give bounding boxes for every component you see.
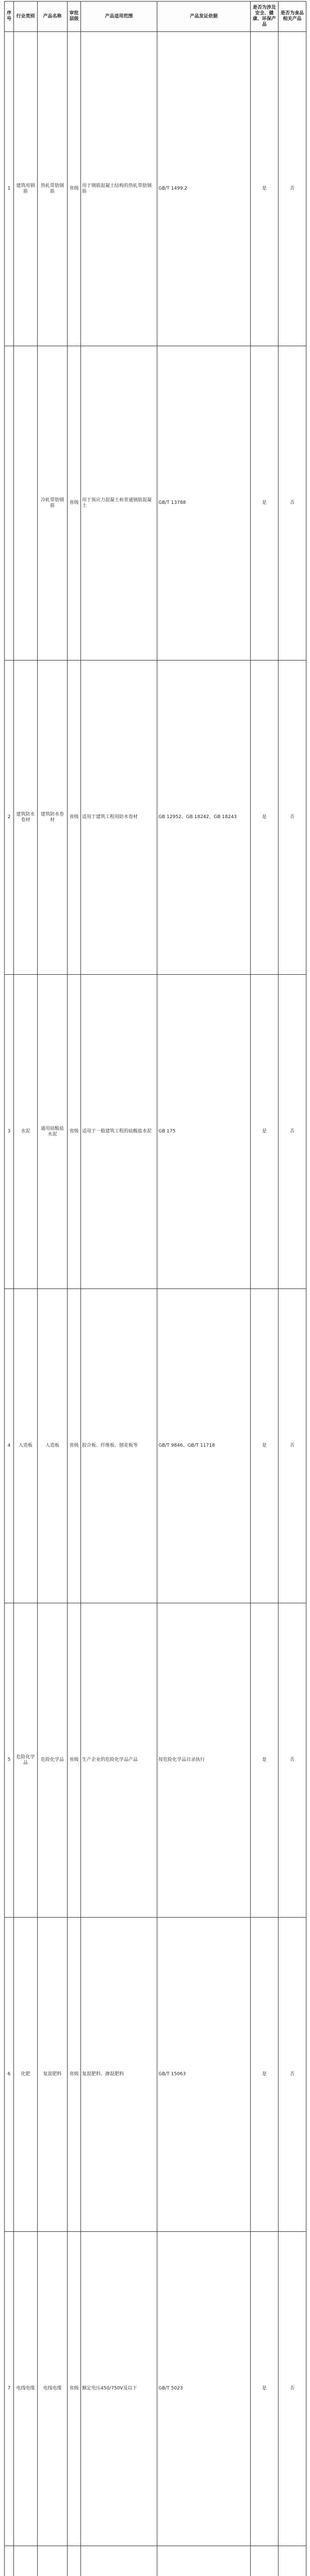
cell-scope: 用于钢筋混凝土结构的热轧带肋钢筋 xyxy=(81,32,157,346)
cell-safety: 是 xyxy=(251,346,279,660)
cell-safety xyxy=(251,2546,279,2576)
cell-product: 冷轧带肋钢筋 xyxy=(38,346,68,660)
cell-food: 否 xyxy=(279,32,306,346)
cell-food: 否 xyxy=(279,1289,306,1603)
cell-product: 电线电缆 xyxy=(38,2232,68,2546)
header-requirements: 产品发证依据 xyxy=(157,2,251,32)
document-table-wrapper xyxy=(4,1,306,2576)
cell-industry: 建筑防水卷材 xyxy=(14,660,38,975)
cell-food: 否 xyxy=(279,1918,306,2232)
header-level: 审批层级 xyxy=(68,2,81,32)
cell-industry: 化肥 xyxy=(14,1918,38,2232)
cell-industry: 建筑用钢筋 xyxy=(14,32,38,346)
cell-safety: 是 xyxy=(251,2232,279,2546)
cell-requirements: GB 175 xyxy=(157,975,251,1289)
header-no: 序号 xyxy=(5,2,14,32)
cell-requirements: GB/T 1499.2 xyxy=(157,32,251,346)
cell-level: 省级 xyxy=(68,346,81,660)
cell-level: 省级 xyxy=(68,32,81,346)
cell-safety: 是 xyxy=(251,1289,279,1603)
cell-no xyxy=(5,346,14,660)
cell-no: 4 xyxy=(5,1289,14,1603)
cell-product: 热轧带肋钢筋 xyxy=(38,32,68,346)
table-row xyxy=(5,2232,306,2546)
cell-industry xyxy=(14,346,38,660)
cell-industry: 电线电缆 xyxy=(14,2232,38,2546)
cell-requirements xyxy=(157,2546,251,2576)
table-row xyxy=(5,2546,306,2576)
cell-product: 人造板 xyxy=(38,1289,68,1603)
cell-industry xyxy=(14,2546,38,2576)
header-industry: 行业类别 xyxy=(14,2,38,32)
product-list-table xyxy=(4,1,306,2576)
cell-no: 1 xyxy=(5,32,14,346)
cell-scope: 额定电压450/750V及以下 xyxy=(81,2232,157,2546)
cell-requirements: GB/T 5023 xyxy=(157,2232,251,2546)
cell-safety: 是 xyxy=(251,660,279,975)
cell-scope xyxy=(81,2546,157,2576)
cell-level: 省级 xyxy=(68,1603,81,1918)
cell-food: 否 xyxy=(279,2232,306,2546)
cell-scope: 胶合板、纤维板、刨花板等 xyxy=(81,1289,157,1603)
header-product: 产品名称 xyxy=(38,2,68,32)
cell-requirements: GB/T 13788 xyxy=(157,346,251,660)
table-row xyxy=(5,1289,306,1603)
header-scope: 产品适用范围 xyxy=(81,2,157,32)
cell-level: 省级 xyxy=(68,2232,81,2546)
cell-level: 省级 xyxy=(68,975,81,1289)
cell-scope: 适用于建筑工程用防水卷材 xyxy=(81,660,157,975)
cell-food: 否 xyxy=(279,346,306,660)
cell-requirements: GB 12952、GB 18242、GB 18243 xyxy=(157,660,251,975)
cell-no: 6 xyxy=(5,1918,14,2232)
table-row xyxy=(5,1918,306,2232)
cell-scope: 复混肥料、掺混肥料 xyxy=(81,1918,157,2232)
cell-industry: 危险化学品 xyxy=(14,1603,38,1918)
cell-safety: 是 xyxy=(251,975,279,1289)
cell-food: 否 xyxy=(279,1603,306,1918)
cell-requirements: GB/T 15063 xyxy=(157,1918,251,2232)
cell-level: 省级 xyxy=(68,660,81,975)
cell-food: 否 xyxy=(279,975,306,1289)
header-col7: 是否为涉及安全、健康、环保产品 xyxy=(251,2,279,32)
cell-requirements: 按危险化学品目录执行 xyxy=(157,1603,251,1918)
cell-level xyxy=(68,2546,81,2576)
cell-product: 复混肥料 xyxy=(38,1918,68,2232)
cell-product: 通用硅酸盐水泥 xyxy=(38,975,68,1289)
table-row xyxy=(5,346,306,660)
cell-food: 否 xyxy=(279,660,306,975)
cell-food xyxy=(279,2546,306,2576)
cell-industry: 水泥 xyxy=(14,975,38,1289)
cell-level: 省级 xyxy=(68,1289,81,1603)
table-row xyxy=(5,1603,306,1918)
header-col8: 是否为食品相关产品 xyxy=(279,2,306,32)
cell-no: 5 xyxy=(5,1603,14,1918)
cell-scope: 用于预应力混凝土和普通钢筋混凝土 xyxy=(81,346,157,660)
cell-no: 3 xyxy=(5,975,14,1289)
table-header-row xyxy=(5,2,306,32)
cell-safety: 是 xyxy=(251,32,279,346)
cell-level: 省级 xyxy=(68,1918,81,2232)
cell-product: 危险化学品 xyxy=(38,1603,68,1918)
cell-industry: 人造板 xyxy=(14,1289,38,1603)
cell-safety: 是 xyxy=(251,1918,279,2232)
cell-requirements: GB/T 9846、GB/T 11718 xyxy=(157,1289,251,1603)
cell-product xyxy=(38,2546,68,2576)
table-row xyxy=(5,975,306,1289)
table-body xyxy=(5,32,306,2576)
cell-no xyxy=(5,2546,14,2576)
table-row xyxy=(5,32,306,346)
cell-no: 7 xyxy=(5,2232,14,2546)
cell-product: 建筑防水卷材 xyxy=(38,660,68,975)
cell-safety: 是 xyxy=(251,1603,279,1918)
cell-scope: 适用于一般建筑工程的硅酸盐水泥 xyxy=(81,975,157,1289)
cell-scope: 生产企业的危险化学品产品 xyxy=(81,1603,157,1918)
table-row xyxy=(5,660,306,975)
cell-no: 2 xyxy=(5,660,14,975)
